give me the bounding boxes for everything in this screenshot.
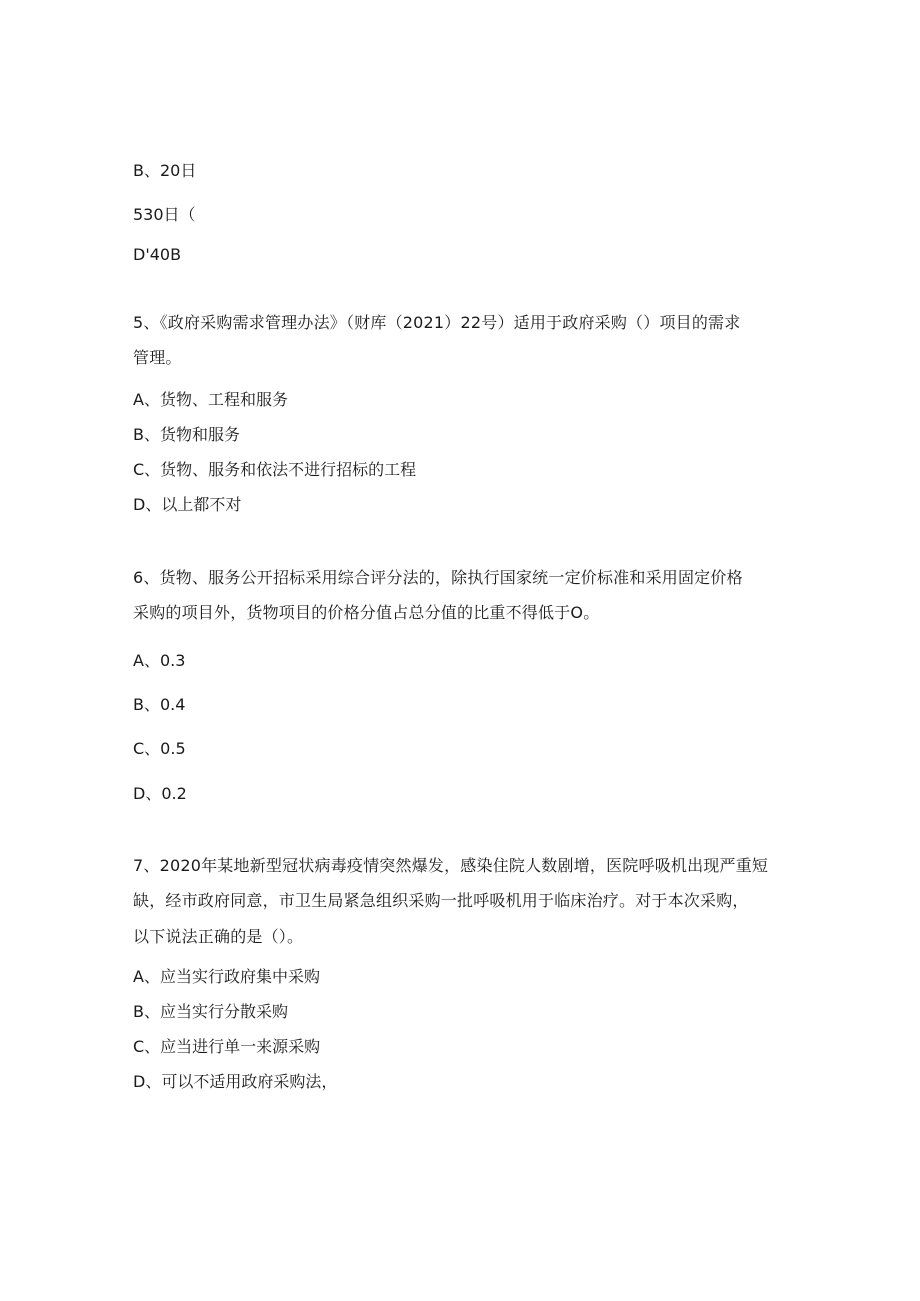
question-6-option-a: A、0.3 <box>133 651 186 670</box>
question-7-stem: 缺，经市政府同意，市卫生局紧急组织采购一批呼吸机用于临床治疗。对于本次采购， <box>133 891 749 910</box>
question-5-stem: 管理。 <box>133 348 182 367</box>
question-5-option-c: C、货物、服务和依法不进行招标的工程 <box>133 460 417 479</box>
question-5-option-b: B、货物和服务 <box>133 425 240 444</box>
question-7-option-c: C、应当进行单一来源采购 <box>133 1037 321 1056</box>
question-7-stem: 7、2020年某地新型冠状病毒疫情突然爆发，感染住院人数剧增，医院呼吸机出现严重短 <box>133 856 769 875</box>
option-text: 530日（ <box>133 205 196 224</box>
question-7-option-b: B、应当实行分散采购 <box>133 1002 288 1021</box>
question-6-stem: 6、货物、服务公开招标采用综合评分法的，除执行国家统一定价标准和采用固定价格 <box>133 568 743 587</box>
question-6-option-d: D、0.2 <box>133 784 187 803</box>
question-5-option-d: D、以上都不对 <box>133 495 242 514</box>
question-6-option-b: B、0.4 <box>133 695 186 714</box>
question-7-option-d: D、可以不适用政府采购法， <box>133 1072 338 1091</box>
question-6-stem: 采购的项目外，货物项目的价格分值占总分值的比重不得低于O。 <box>133 603 600 622</box>
question-7-stem: 以下说法正确的是（）。 <box>133 927 304 946</box>
option-text: D'40B <box>133 245 182 264</box>
question-6-option-c: C、0.5 <box>133 739 186 758</box>
option-text: B、20日 <box>133 161 197 180</box>
question-5-stem: 5、《政府采购需求管理办法》（财库（2021）22号）适用于政府采购（）项目的需求 <box>133 313 741 332</box>
question-5-option-a: A、货物、工程和服务 <box>133 390 288 409</box>
question-7-option-a: A、应当实行政府集中采购 <box>133 967 320 986</box>
